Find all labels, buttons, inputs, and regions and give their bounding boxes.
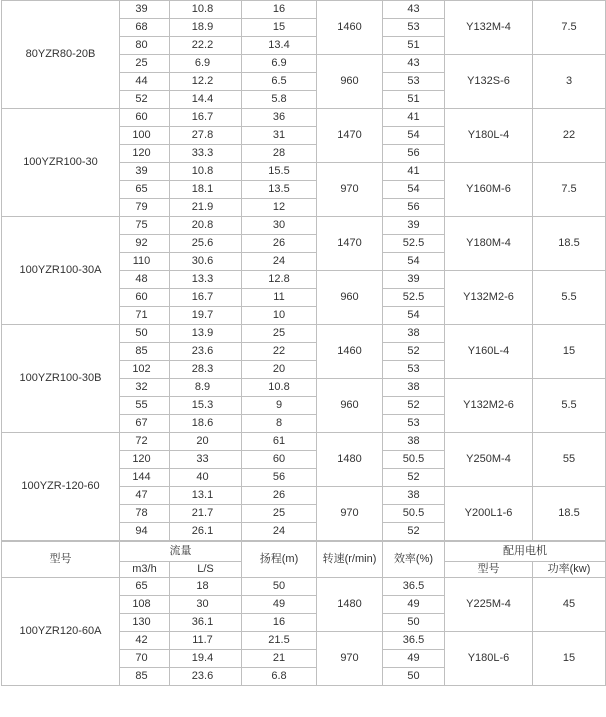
head-cell: 31	[242, 127, 317, 145]
header-motor-model: 型号	[445, 562, 533, 578]
flow-ls-cell: 18.6	[170, 415, 242, 433]
speed-cell: 970	[317, 632, 383, 686]
flow-m3h-cell: 144	[120, 469, 170, 487]
flow-m3h-cell: 79	[120, 199, 170, 217]
efficiency-cell: 52	[383, 397, 445, 415]
speed-cell: 1480	[317, 433, 383, 487]
flow-m3h-cell: 50	[120, 325, 170, 343]
header-motor-power: 功率(kw)	[533, 562, 606, 578]
efficiency-cell: 53	[383, 415, 445, 433]
head-cell: 12.8	[242, 271, 317, 289]
head-cell: 60	[242, 451, 317, 469]
efficiency-cell: 56	[383, 199, 445, 217]
efficiency-cell: 50	[383, 614, 445, 632]
header-flow: 流量	[120, 541, 242, 562]
model-name-cell: 100YZR100-30B	[2, 325, 120, 433]
efficiency-cell: 53	[383, 19, 445, 37]
speed-cell: 1460	[317, 325, 383, 379]
head-cell: 20	[242, 361, 317, 379]
motor-power-cell: 5.5	[533, 379, 606, 433]
flow-ls-cell: 23.6	[170, 343, 242, 361]
efficiency-cell: 36.5	[383, 578, 445, 596]
flow-m3h-cell: 92	[120, 235, 170, 253]
motor-power-cell: 45	[533, 578, 606, 632]
flow-ls-cell: 28.3	[170, 361, 242, 379]
flow-m3h-cell: 60	[120, 109, 170, 127]
model-name-cell: 100YZR-120-60	[2, 433, 120, 542]
head-cell: 6.8	[242, 668, 317, 686]
efficiency-cell: 52.5	[383, 235, 445, 253]
flow-ls-cell: 13.1	[170, 487, 242, 505]
head-cell: 24	[242, 523, 317, 542]
head-cell: 25	[242, 505, 317, 523]
flow-ls-cell: 20.8	[170, 217, 242, 235]
head-cell: 61	[242, 433, 317, 451]
model-name-cell: 80YZR80-20B	[2, 1, 120, 109]
flow-ls-cell: 18.1	[170, 181, 242, 199]
flow-ls-cell: 13.3	[170, 271, 242, 289]
table-header	[2, 541, 606, 578]
flow-ls-cell: 16.7	[170, 289, 242, 307]
motor-model-cell: Y180L-6	[445, 632, 533, 686]
head-cell: 15	[242, 19, 317, 37]
head-cell: 11	[242, 289, 317, 307]
efficiency-cell: 54	[383, 127, 445, 145]
head-cell: 6.9	[242, 55, 317, 73]
flow-m3h-cell: 85	[120, 343, 170, 361]
head-cell: 10.8	[242, 379, 317, 397]
efficiency-cell: 36.5	[383, 632, 445, 650]
flow-ls-cell: 8.9	[170, 379, 242, 397]
motor-power-cell: 18.5	[533, 217, 606, 271]
motor-power-cell: 55	[533, 433, 606, 487]
flow-ls-cell: 15.3	[170, 397, 242, 415]
efficiency-cell: 56	[383, 145, 445, 163]
efficiency-cell: 50.5	[383, 505, 445, 523]
head-cell: 12	[242, 199, 317, 217]
flow-m3h-cell: 52	[120, 91, 170, 109]
head-cell: 26	[242, 487, 317, 505]
head-cell: 56	[242, 469, 317, 487]
efficiency-cell: 52	[383, 523, 445, 542]
flow-ls-cell: 22.2	[170, 37, 242, 55]
lower-table-body	[2, 578, 606, 686]
flow-ls-cell: 30	[170, 596, 242, 614]
model-name-cell: 100YZR120-60A	[2, 578, 120, 686]
efficiency-cell: 53	[383, 73, 445, 91]
model-name-cell: 100YZR100-30A	[2, 217, 120, 325]
header-flow-ls: L/S	[170, 562, 242, 578]
flow-ls-cell: 6.9	[170, 55, 242, 73]
flow-m3h-cell: 65	[120, 578, 170, 596]
head-cell: 28	[242, 145, 317, 163]
motor-model-cell: Y225M-4	[445, 578, 533, 632]
flow-m3h-cell: 60	[120, 289, 170, 307]
flow-ls-cell: 10.8	[170, 1, 242, 19]
head-cell: 26	[242, 235, 317, 253]
efficiency-cell: 52.5	[383, 289, 445, 307]
flow-m3h-cell: 42	[120, 632, 170, 650]
flow-ls-cell: 18	[170, 578, 242, 596]
flow-m3h-cell: 75	[120, 217, 170, 235]
efficiency-cell: 38	[383, 379, 445, 397]
head-cell: 13.5	[242, 181, 317, 199]
flow-ls-cell: 27.8	[170, 127, 242, 145]
head-cell: 8	[242, 415, 317, 433]
efficiency-cell: 53	[383, 361, 445, 379]
speed-cell: 960	[317, 271, 383, 325]
flow-ls-cell: 25.6	[170, 235, 242, 253]
efficiency-cell: 52	[383, 469, 445, 487]
flow-ls-cell: 26.1	[170, 523, 242, 542]
efficiency-cell: 54	[383, 307, 445, 325]
flow-ls-cell: 12.2	[170, 73, 242, 91]
efficiency-cell: 43	[383, 55, 445, 73]
head-cell: 9	[242, 397, 317, 415]
flow-m3h-cell: 47	[120, 487, 170, 505]
flow-ls-cell: 33	[170, 451, 242, 469]
efficiency-cell: 39	[383, 217, 445, 235]
flow-ls-cell: 19.7	[170, 307, 242, 325]
flow-ls-cell: 21.9	[170, 199, 242, 217]
efficiency-cell: 38	[383, 433, 445, 451]
flow-ls-cell: 36.1	[170, 614, 242, 632]
head-cell: 25	[242, 325, 317, 343]
header-flow-m3h: m3/h	[120, 562, 170, 578]
flow-m3h-cell: 120	[120, 451, 170, 469]
efficiency-cell: 52	[383, 343, 445, 361]
flow-m3h-cell: 67	[120, 415, 170, 433]
flow-m3h-cell: 65	[120, 181, 170, 199]
efficiency-cell: 49	[383, 596, 445, 614]
motor-model-cell: Y132S-6	[445, 55, 533, 109]
motor-power-cell: 18.5	[533, 487, 606, 542]
header-efficiency: 效率(%)	[383, 541, 445, 578]
efficiency-cell: 50.5	[383, 451, 445, 469]
efficiency-cell: 43	[383, 1, 445, 19]
flow-m3h-cell: 55	[120, 397, 170, 415]
head-cell: 16	[242, 614, 317, 632]
flow-ls-cell: 13.9	[170, 325, 242, 343]
flow-m3h-cell: 100	[120, 127, 170, 145]
head-cell: 13.4	[242, 37, 317, 55]
head-cell: 22	[242, 343, 317, 361]
efficiency-cell: 51	[383, 91, 445, 109]
flow-ls-cell: 20	[170, 433, 242, 451]
flow-ls-cell: 30.6	[170, 253, 242, 271]
head-cell: 36	[242, 109, 317, 127]
flow-ls-cell: 23.6	[170, 668, 242, 686]
flow-m3h-cell: 94	[120, 523, 170, 542]
efficiency-cell: 38	[383, 325, 445, 343]
motor-power-cell: 15	[533, 325, 606, 379]
efficiency-cell: 50	[383, 668, 445, 686]
header-head: 扬程(m)	[242, 541, 317, 578]
flow-m3h-cell: 85	[120, 668, 170, 686]
flow-ls-cell: 18.9	[170, 19, 242, 37]
flow-m3h-cell: 78	[120, 505, 170, 523]
efficiency-cell: 49	[383, 650, 445, 668]
table-row	[2, 325, 606, 343]
motor-model-cell: Y200L1-6	[445, 487, 533, 542]
pump-spec-table	[1, 0, 606, 686]
flow-m3h-cell: 102	[120, 361, 170, 379]
table-row	[2, 1, 606, 19]
head-cell: 6.5	[242, 73, 317, 91]
speed-cell: 970	[317, 163, 383, 217]
motor-power-cell: 15	[533, 632, 606, 686]
motor-power-cell: 3	[533, 55, 606, 109]
motor-power-cell: 7.5	[533, 1, 606, 55]
motor-model-cell: Y180L-4	[445, 109, 533, 163]
flow-ls-cell: 16.7	[170, 109, 242, 127]
flow-m3h-cell: 39	[120, 1, 170, 19]
flow-ls-cell: 14.4	[170, 91, 242, 109]
flow-ls-cell: 40	[170, 469, 242, 487]
head-cell: 15.5	[242, 163, 317, 181]
flow-ls-cell: 33.3	[170, 145, 242, 163]
head-cell: 21	[242, 650, 317, 668]
table-row	[2, 578, 606, 596]
flow-m3h-cell: 130	[120, 614, 170, 632]
motor-model-cell: Y180M-4	[445, 217, 533, 271]
upper-table-body	[2, 1, 606, 542]
flow-ls-cell: 21.7	[170, 505, 242, 523]
flow-m3h-cell: 120	[120, 145, 170, 163]
speed-cell: 970	[317, 487, 383, 542]
motor-model-cell: Y160L-4	[445, 325, 533, 379]
header-motor: 配用电机	[445, 541, 606, 562]
flow-ls-cell: 19.4	[170, 650, 242, 668]
head-cell: 16	[242, 1, 317, 19]
header-row-1	[2, 541, 606, 562]
table-row	[2, 217, 606, 235]
efficiency-cell: 54	[383, 181, 445, 199]
flow-m3h-cell: 32	[120, 379, 170, 397]
head-cell: 5.8	[242, 91, 317, 109]
header-model: 型号	[2, 541, 120, 578]
motor-model-cell: Y250M-4	[445, 433, 533, 487]
speed-cell: 1460	[317, 1, 383, 55]
head-cell: 21.5	[242, 632, 317, 650]
efficiency-cell: 54	[383, 253, 445, 271]
table-row	[2, 109, 606, 127]
motor-model-cell: Y132M2-6	[445, 271, 533, 325]
efficiency-cell: 41	[383, 163, 445, 181]
flow-m3h-cell: 71	[120, 307, 170, 325]
flow-m3h-cell: 108	[120, 596, 170, 614]
speed-cell: 1470	[317, 109, 383, 163]
head-cell: 24	[242, 253, 317, 271]
motor-model-cell: Y132M2-6	[445, 379, 533, 433]
flow-m3h-cell: 70	[120, 650, 170, 668]
flow-ls-cell: 11.7	[170, 632, 242, 650]
table-row	[2, 433, 606, 451]
flow-m3h-cell: 110	[120, 253, 170, 271]
header-speed: 转速(r/min)	[317, 541, 383, 578]
flow-m3h-cell: 68	[120, 19, 170, 37]
flow-m3h-cell: 48	[120, 271, 170, 289]
flow-m3h-cell: 80	[120, 37, 170, 55]
speed-cell: 1470	[317, 217, 383, 271]
head-cell: 10	[242, 307, 317, 325]
motor-power-cell: 5.5	[533, 271, 606, 325]
motor-power-cell: 7.5	[533, 163, 606, 217]
efficiency-cell: 51	[383, 37, 445, 55]
speed-cell: 960	[317, 55, 383, 109]
efficiency-cell: 39	[383, 271, 445, 289]
flow-ls-cell: 10.8	[170, 163, 242, 181]
motor-model-cell: Y160M-6	[445, 163, 533, 217]
speed-cell: 1480	[317, 578, 383, 632]
motor-model-cell: Y132M-4	[445, 1, 533, 55]
flow-m3h-cell: 39	[120, 163, 170, 181]
flow-m3h-cell: 72	[120, 433, 170, 451]
efficiency-cell: 41	[383, 109, 445, 127]
flow-m3h-cell: 25	[120, 55, 170, 73]
head-cell: 30	[242, 217, 317, 235]
flow-m3h-cell: 44	[120, 73, 170, 91]
head-cell: 49	[242, 596, 317, 614]
motor-power-cell: 22	[533, 109, 606, 163]
speed-cell: 960	[317, 379, 383, 433]
efficiency-cell: 38	[383, 487, 445, 505]
model-name-cell: 100YZR100-30	[2, 109, 120, 217]
head-cell: 50	[242, 578, 317, 596]
